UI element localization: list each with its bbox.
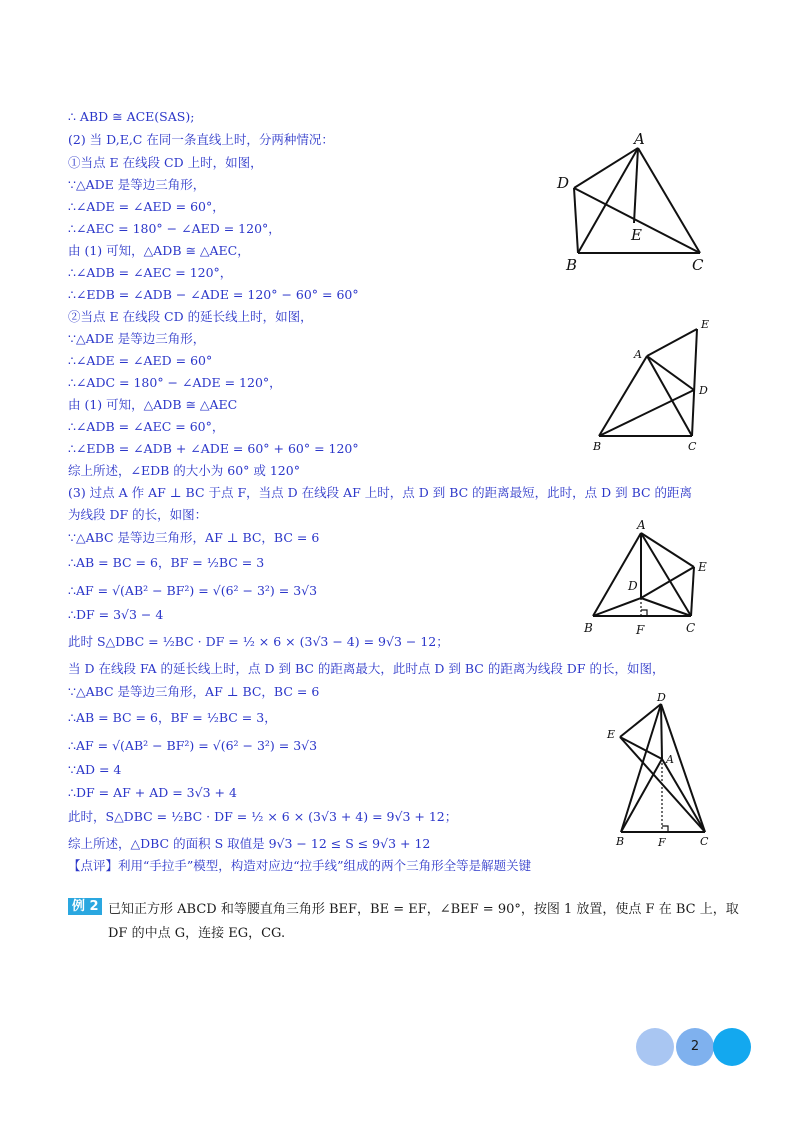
figure-1 bbox=[552, 128, 712, 278]
text-line: ∴ ABD ≅ ACE(SAS); bbox=[68, 109, 195, 124]
text-line: ∴AF = √(AB² − BF²) = √(6² − 3²) = 3√3 bbox=[68, 738, 318, 753]
example-text: 已知正方形 ABCD 和等腰直角三角形 BEF，BE = EF，∠BEF = 90°，按图 1 放置，使点 F 在 BC 上，取 DF 的中点 G，连接 EG，CG. bbox=[108, 902, 739, 941]
label-B: B bbox=[566, 256, 578, 274]
text-line: ∴∠ADE = ∠AED = 60°， bbox=[68, 199, 225, 214]
label-E: E bbox=[631, 226, 642, 244]
decor-circle bbox=[713, 1028, 751, 1066]
decor-circle bbox=[636, 1028, 674, 1066]
text-line: ∴∠EDB = ∠ADB + ∠ADE = 60° + 60° = 120° bbox=[68, 441, 359, 456]
text-line: ∴AB = BC = 6，BF = ½BC = 3， bbox=[68, 710, 277, 725]
text-line: (3) 过点 A 作 AF ⊥ BC 于点 F，当点 D 在线段 AF 上时，点 D 到 BC 的距离最短，此时，点 D 到 BC 的距离 bbox=[68, 485, 693, 500]
label-B: B bbox=[616, 835, 625, 848]
text-line: ∴DF = 3√3 − 4 bbox=[68, 607, 164, 622]
text-line: ∴DF = AF + AD = 3√3 + 4 bbox=[68, 785, 237, 800]
text-line: ②当点 E 在线段 CD 的延长线上时，如图， bbox=[68, 309, 313, 324]
label-D: D bbox=[557, 174, 570, 192]
text-line: 此时 S△DBC = ½BC · DF = ½ × 6 × (3√3 − 4) = 9√3 − 12； bbox=[68, 634, 449, 649]
label-D: D bbox=[657, 691, 666, 704]
text-line: (2) 当 D,E,C 在同一条直线上时，分两种情况： bbox=[68, 132, 334, 147]
text-line: ∴∠AEC = 180° − ∠AED = 120°， bbox=[68, 221, 281, 236]
label-A: A bbox=[666, 753, 674, 766]
figure-4 bbox=[600, 690, 720, 850]
page-number: 2 bbox=[690, 1039, 700, 1054]
text-line: ∵△ADE 是等边三角形， bbox=[68, 331, 206, 346]
text-line: 综上所述，∠EDB 的大小为 60° 或 120° bbox=[68, 463, 300, 478]
text-line: ∴AB = BC = 6，BF = ½BC = 3 bbox=[68, 555, 265, 570]
comment-line: 【点评】利用“手拉手”模型，构造对应边“拉手线”组成的两个三角形全等是解题关键 bbox=[68, 858, 532, 873]
label-B: B bbox=[593, 440, 602, 453]
text-line: ∴∠ADE = ∠AED = 60° bbox=[68, 353, 213, 368]
label-E: E bbox=[607, 728, 616, 741]
label-B: B bbox=[584, 621, 593, 635]
text-line: 此时，S△DBC = ½BC · DF = ½ × 6 × (3√3 + 4) = 9√3 + 12； bbox=[68, 809, 458, 824]
text-line: 当 D 在线段 FA 的延长线上时，点 D 到 BC 的距离最大，此时点 D 到 BC 的距离为线段 DF 的长，如图， bbox=[68, 661, 665, 676]
text-line: ∴∠EDB = ∠ADB − ∠ADE = 120° − 60° = 60° bbox=[68, 287, 359, 302]
label-A: A bbox=[634, 130, 645, 148]
figure-3 bbox=[580, 515, 720, 645]
text-line: ∴∠ADB = ∠AEC = 60°， bbox=[68, 419, 225, 434]
label-F: F bbox=[658, 836, 666, 849]
label-D: D bbox=[699, 384, 708, 397]
label-E: E bbox=[701, 318, 710, 331]
text-line: 由 (1) 可知，△ADB ≅ △AEC， bbox=[68, 243, 250, 258]
label-C: C bbox=[692, 256, 704, 274]
text-line: ∵AD = 4 bbox=[68, 762, 122, 777]
label-C: C bbox=[688, 440, 697, 453]
label-D: D bbox=[628, 579, 638, 593]
text-line: 由 (1) 可知，△ADB ≅ △AEC bbox=[68, 397, 238, 412]
example-badge: 例 2 bbox=[68, 898, 102, 915]
figure-2 bbox=[585, 312, 725, 457]
text-line: ∴∠ADC = 180° − ∠ADE = 120°， bbox=[68, 375, 282, 390]
text-line: 为线段 DF 的长，如图： bbox=[68, 507, 208, 522]
label-E: E bbox=[698, 560, 707, 574]
page-number-decoration bbox=[636, 1028, 751, 1066]
label-A: A bbox=[634, 348, 642, 361]
text-line: ①当点 E 在线段 CD 上时，如图， bbox=[68, 155, 263, 170]
text-line: ∴∠ADB = ∠AEC = 120°， bbox=[68, 265, 233, 280]
text-line: ∴AF = √(AB² − BF²) = √(6² − 3²) = 3√3 bbox=[68, 583, 318, 598]
text-line: ∵△ADE 是等边三角形， bbox=[68, 177, 206, 192]
label-A: A bbox=[637, 518, 646, 532]
text-line: ∵△ABC 是等边三角形，AF ⊥ BC，BC = 6 bbox=[68, 530, 320, 545]
label-F: F bbox=[636, 623, 645, 637]
label-C: C bbox=[686, 621, 696, 635]
text-line: ∵△ABC 是等边三角形，AF ⊥ BC，BC = 6 bbox=[68, 684, 320, 699]
label-C: C bbox=[700, 835, 709, 848]
text-line: 综上所述，△DBC 的面积 S 取值是 9√3 − 12 ≤ S ≤ 9√3 + 12 bbox=[68, 836, 431, 851]
